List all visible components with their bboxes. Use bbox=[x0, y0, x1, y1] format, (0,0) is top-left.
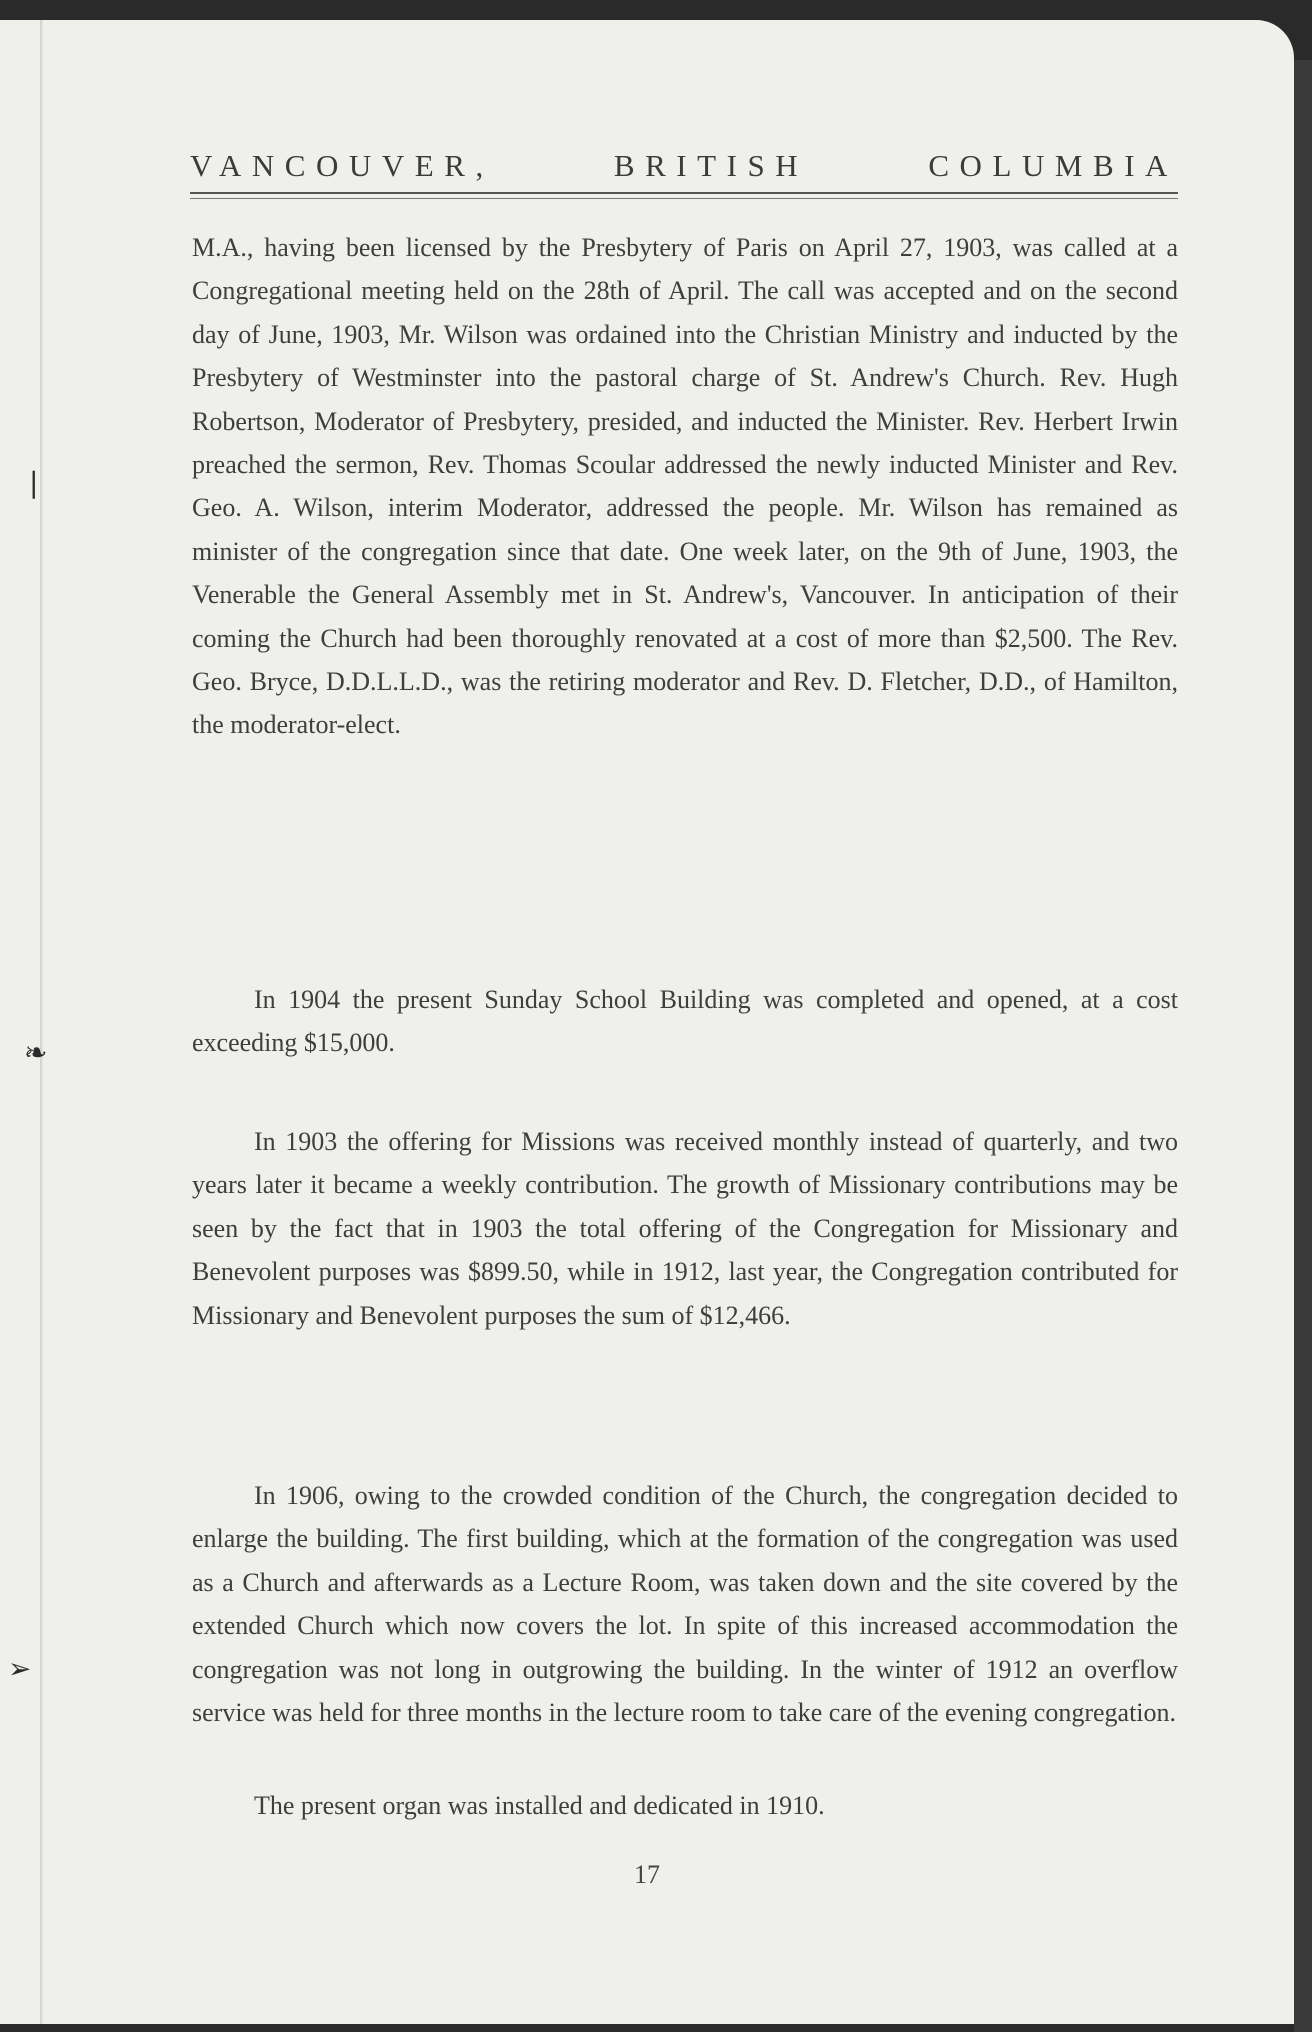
paragraph-1: M.A., having been licensed by the Presbytery of Paris on April 27, 1903, was called at a Congregational meeting held on the 28th of April. The call was accepted and on the second day of June, 1903, Mr. Wilson was ordained into the Christian Ministry and inducted by the Presbytery of Westminster into the pastoral charge of St. Andrew's Church. Rev. Hugh Robertson, Moderator of Presbytery, presided, and inducted the Minister. Rev. Herbert Irwin preached the sermon, Rev. Thomas Scoular addressed the newly inducted Minister and Rev. Geo. A. Wilson, interim Moderator, addressed the people. Mr. Wilson has remained as minister of the congregation since that date. One week later, on the 9th of June, 1903, the Venerable the General Assembly met in St. Andrew's, Vancouver. In anticipation of their coming the Church had been thoroughly renovated at a cost of more than $2,500. The Rev. Geo. Bryce, D.D.L.L.D., was the retiring moderator and Rev. D. Fletcher, D.D., of Hamilton, the moderator-elect. bbox=[192, 233, 1178, 740]
paragraph-5: The present organ was installed and dedicated in 1910. bbox=[254, 1791, 825, 1820]
header-rule-thick bbox=[190, 192, 1178, 194]
header-city: VANCOUVER, bbox=[190, 148, 494, 183]
paragraph-4: In 1906, owing to the crowded condition of the Church, the congregation decided to enlarge the building. The first building, which at the formation of the congregation was used as a Church and afterwards as a Lecture Room, was taken down and the site covered by the extended Church which now covers the lot. In spite of this increased accommodation the congregation was not long in outgrowing the building. In the winter of 1912 an overflow service was held for three months in the lecture room to take care of the evening congregation. bbox=[192, 1481, 1178, 1728]
page-number: 17 bbox=[634, 1860, 660, 1889]
header-province-2: COLUMBIA bbox=[928, 148, 1178, 183]
header-rule-thin bbox=[190, 198, 1178, 199]
header-province-1: BRITISH bbox=[613, 148, 809, 183]
page-edge bbox=[1294, 60, 1312, 2032]
running-header bbox=[190, 148, 1178, 184]
margin-mark: ❧ bbox=[24, 1038, 48, 1069]
margin-mark: ❘ bbox=[22, 468, 46, 499]
margin-mark: ➢ bbox=[8, 1654, 32, 1685]
page-gutter bbox=[40, 20, 43, 2024]
paragraph-2: In 1904 the present Sunday School Building was completed and opened, at a cost exceeding $15,000. bbox=[192, 985, 1178, 1058]
paragraph-3: In 1903 the offering for Missions was received monthly instead of quarterly, and two years later it became a weekly contribution. The growth of Missionary contributions may be seen by the fact that in 1903 the total offering of the Congregation for Missionary and Benevolent purposes was $899.50, while in 1912, last year, the Congregation contributed for Missionary and Benevolent purposes the sum of $12,466. bbox=[192, 1127, 1178, 1330]
